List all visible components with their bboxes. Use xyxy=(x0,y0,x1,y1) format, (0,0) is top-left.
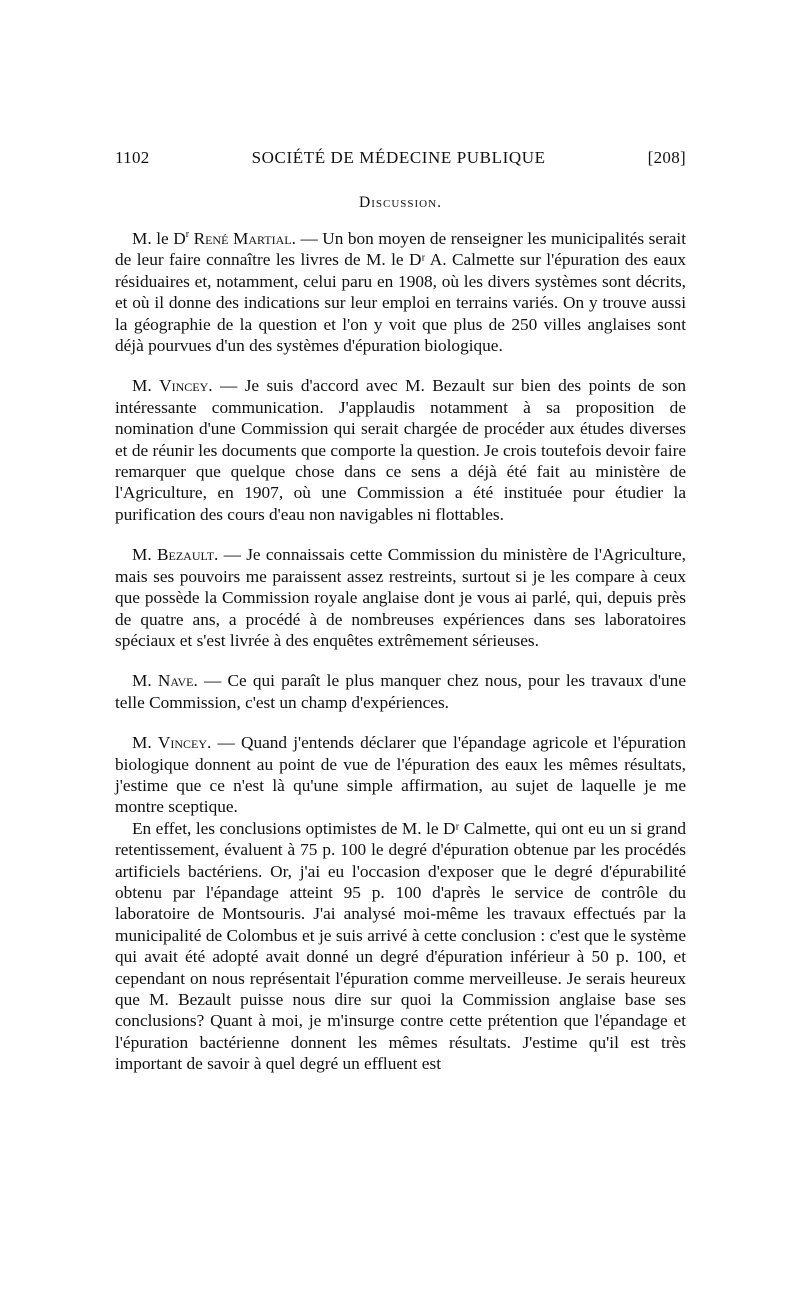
speaker-name: Bezault. xyxy=(156,545,219,565)
paragraph-text: — Je suis d'accord avec M. Bezault sur bien des points de son intéressante communication. J'applaudis notamment à sa proposition de nomination d'une Commission qui serait chargée de procéder aux études diverses et de réunir les documents que comporte la question. Je crois toutefois devoir faire remarquer que quelque chose dans ce sens a déjà été fait au ministère de l'Agriculture, en 1907, où une Commission a été instituée pour étudier la purification des cours d'eau non navigables ni flottables. xyxy=(115,376,686,524)
bracket-page-number: [208] xyxy=(647,148,686,167)
speaker-name: Vincey. xyxy=(159,376,213,396)
running-title: SOCIÉTÉ DE MÉDECINE PUBLIQUE xyxy=(251,148,546,167)
speaker-prefix: M. xyxy=(132,671,158,691)
paragraph-text: — Ce qui paraît le plus manquer chez nous, pour les travaux d'une telle Commission, c'est un champ d'expériences. xyxy=(115,671,686,712)
paragraph-vincey-continued xyxy=(115,818,686,1075)
paragraph-nave xyxy=(115,670,686,713)
paragraph-text: En effet, les conclusions optimistes de M. le Dʳ Calmette, qui ont eu un si grand retentissement, évaluent à 75 p. 100 le degré d'épuration obtenue par les procédés artificiels bactériens. Or, j'ai eu l'occasion d'exposer que le degré d'épurabilité obtenu par l'épandage atteint 95 p. 100 d'après le service de contrôle du laboratoire de Montsouris. J'ai analysé moi-même les travaux effectués par la municipalité de Colombus et je suis arrivé à cette conclusion : c'est que le système qui avait été adopté avait donné un degré d'épuration inférieur à 50 p. 100, et cependant on nous représentait l'épuration comme merveilleuse. Je serais heureux que M. Bezault puisse nous dire sur quoi la Commission anglaise base ses conclusions? Quant à moi, je m'insurge contre cette prétention que l'épandage et l'épuration bactérienne donnent les mêmes résultats. J'estime qu'il est très important de savoir à quel degré un effluent est xyxy=(115,818,686,1074)
page-number: 1102 xyxy=(115,148,150,167)
speaker-name: René Martial. xyxy=(189,229,296,248)
paragraph-text: — Quand j'entends déclarer que l'épandage agricole et l'épuration biologique donnent au point de vue de l'épuration des eaux les mêmes résultats, j'estime que ce n'est là qu'une simple affirmation, au sujet de laquelle je me montre sceptique. xyxy=(115,733,687,817)
speaker-prefix: M. xyxy=(132,376,160,396)
paragraph-vincey-2 xyxy=(115,732,686,818)
running-header xyxy=(115,148,686,168)
paragraph-vincey-1 xyxy=(115,375,686,525)
paragraph-rene-martial xyxy=(115,228,686,356)
speaker-name: Nave. xyxy=(157,671,198,691)
speaker-name: Vincey. xyxy=(157,733,212,753)
paragraph-text: — Je connaissais cette Commission du ministère de l'Agriculture, mais ses pouvoirs me paraissent assez restreints, surtout si je les compare à ceux que possède la Commission royale anglaise dont je vous ai parlé, qui, depuis près de quatre ans, a procédé à de nombreuses expériences dans ses laboratoires spéciaux et s'est livrée à des enquêtes extrêmement sérieuses. xyxy=(115,545,686,650)
speaker-prefix: M. le D xyxy=(132,229,186,248)
document-page xyxy=(115,148,686,1075)
speaker-superscript: r xyxy=(185,229,190,241)
paragraph-bezault xyxy=(115,544,686,651)
speaker-prefix: M. xyxy=(132,733,158,753)
paragraph-text: — Un bon moyen de renseigner les municipalités serait de leur faire connaître les livres de M. le Dʳ A. Calmette sur l'épuration des eaux résiduaires et, notamment, celui paru en 1908, où les divers systèmes sont décrits, et où il donne des indications sur leur emploi en terrains variés. On y trouve aussi la géographie de la question et l'on y voit que plus de 250 villes anglaises sont déjà pourvues d'un des systèmes d'épuration biologique. xyxy=(115,229,687,356)
speaker-prefix: M. xyxy=(132,545,157,565)
section-title: Discussion. xyxy=(359,194,442,211)
